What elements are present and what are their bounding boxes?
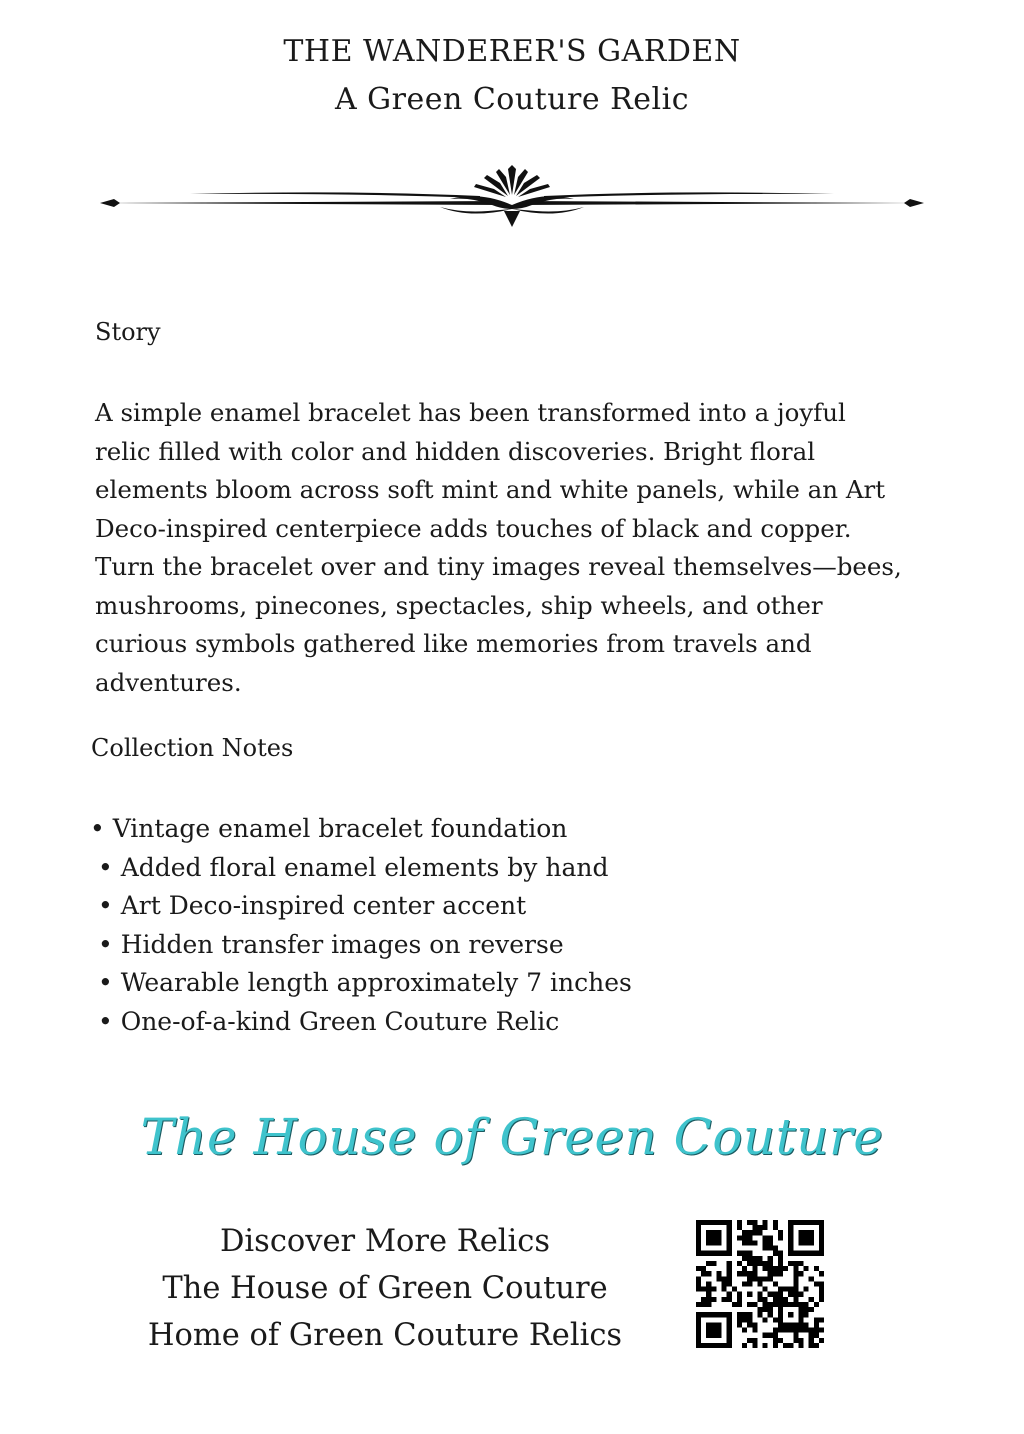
- qr-code-icon[interactable]: [696, 1220, 824, 1348]
- collection-notes-heading: Collection Notes: [91, 734, 294, 762]
- list-item: • Added floral enamel elements by hand: [98, 852, 609, 882]
- story-body: [95, 394, 945, 702]
- story-line: curious symbols gathered like memories from travels and: [95, 629, 812, 658]
- list-item: • Wearable length approximately 7 inches: [98, 968, 632, 997]
- page-subtitle: A Green Couture Relic: [334, 82, 690, 117]
- story-line: elements bloom across soft mint and white panels, while an Art: [95, 475, 886, 504]
- footer-line: The House of Green Couture: [162, 1271, 608, 1306]
- art-deco-divider-icon: [100, 165, 924, 235]
- footer-line: Home of Green Couture Relics: [147, 1318, 623, 1353]
- story-line: Turn the bracelet over and tiny images reveal themselves—bees,: [95, 552, 902, 581]
- story-line: mushrooms, pinecones, spectacles, ship wheels, and other: [95, 590, 823, 620]
- footer-text: [130, 1218, 640, 1359]
- story-line: relic filled with color and hidden discoveries. Bright floral: [95, 436, 816, 466]
- story-line: Deco-inspired centerpiece adds touches of black and copper.: [95, 513, 852, 543]
- list-item: • One-of-a-kind Green Couture Relic: [98, 1006, 560, 1036]
- collection-notes-list: [90, 810, 632, 1041]
- story-heading: Story: [95, 318, 161, 346]
- story-line: adventures.: [95, 667, 242, 697]
- page-title: THE WANDERER'S GARDEN: [283, 34, 741, 69]
- footer-line: Discover More Relics: [219, 1224, 551, 1259]
- brand-logo-text: The House of Green Couture: [140, 1108, 884, 1166]
- list-item: • Art Deco-inspired center accent: [98, 891, 527, 920]
- list-item: • Hidden transfer images on reverse: [98, 929, 564, 959]
- list-item: • Vintage enamel bracelet foundation: [90, 814, 568, 843]
- story-line: A simple enamel bracelet has been transformed into a joyful: [95, 398, 846, 427]
